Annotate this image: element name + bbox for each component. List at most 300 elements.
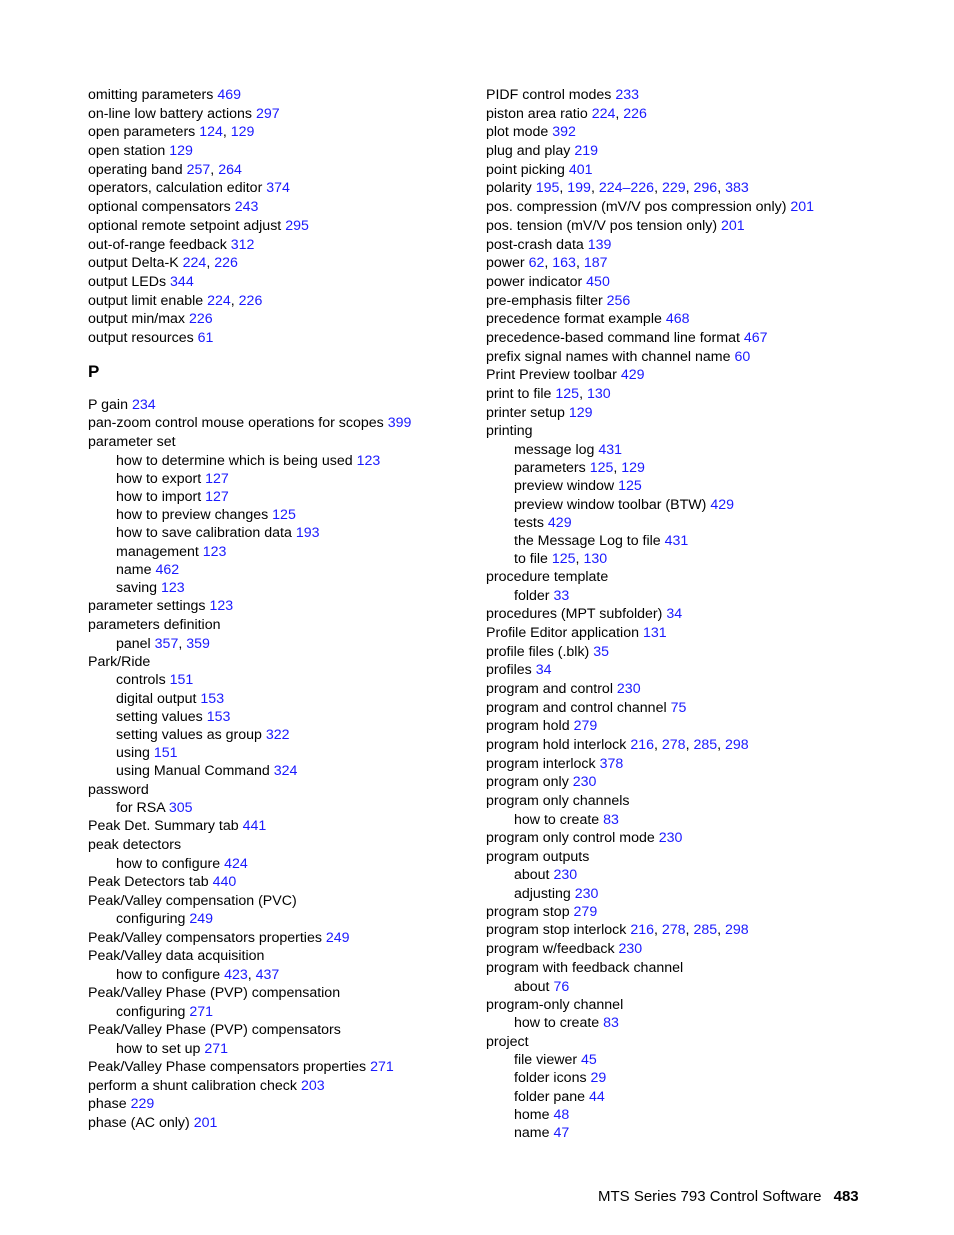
page-link[interactable]: 129 bbox=[169, 143, 193, 160]
index-term: to file bbox=[514, 551, 548, 568]
index-subentry bbox=[88, 1003, 508, 1021]
index-entry: print to file 125, 130 bbox=[486, 386, 611, 402]
index-term: program interlock bbox=[486, 755, 596, 772]
page-link[interactable]: 83 bbox=[603, 1015, 619, 1032]
page-link[interactable]: 401 bbox=[568, 161, 593, 178]
index-entry bbox=[486, 86, 926, 105]
index-subentry bbox=[88, 1040, 508, 1058]
page-link[interactable]: 431 bbox=[664, 533, 689, 549]
page-link[interactable]: 201 bbox=[790, 199, 815, 216]
page-link[interactable]: 123 bbox=[209, 598, 234, 615]
index-entry bbox=[88, 105, 508, 124]
index-entry bbox=[88, 396, 508, 415]
index-entry: power 62, 163, 187 bbox=[486, 255, 608, 272]
index-entry bbox=[486, 273, 926, 292]
page-link[interactable]: 127 bbox=[205, 470, 229, 487]
index-term: pre-emphasis filter bbox=[486, 292, 603, 309]
page-link[interactable]: 48 bbox=[553, 1106, 570, 1123]
index-term: prefix signal names with channel name bbox=[486, 348, 731, 365]
index-term: power bbox=[486, 255, 525, 272]
page-link[interactable]: 469 bbox=[217, 87, 241, 103]
index-term: program-only channel bbox=[486, 996, 624, 1013]
index-term: how to import bbox=[116, 489, 202, 506]
index-entry bbox=[486, 792, 926, 811]
index-term: procedure template bbox=[486, 569, 609, 586]
index-term: output min/max bbox=[88, 311, 185, 328]
index-term: printer setup bbox=[486, 404, 565, 421]
index-entry bbox=[486, 643, 926, 662]
index-term: precedence format example bbox=[486, 311, 662, 328]
page-link[interactable]: 429 bbox=[620, 367, 645, 384]
page-link[interactable]: 129 bbox=[568, 404, 593, 421]
index-entry bbox=[486, 996, 926, 1015]
page-link[interactable]: 226 bbox=[238, 292, 263, 309]
page-link[interactable]: 424 bbox=[224, 855, 248, 872]
page-link[interactable]: 127 bbox=[205, 489, 229, 506]
index-subentry bbox=[486, 1106, 926, 1124]
page-link[interactable]: 230 bbox=[574, 885, 599, 902]
index-term: Peak/Valley Phase (PVP) compensators bbox=[88, 1022, 341, 1038]
page-link[interactable]: 440 bbox=[212, 874, 237, 890]
index-entry bbox=[486, 699, 926, 718]
index-term: parameter set bbox=[88, 434, 176, 450]
page-link[interactable]: 163 bbox=[552, 255, 576, 272]
index-term: Peak/Valley compensation (PVC) bbox=[88, 892, 297, 909]
page-link[interactable]: 357 bbox=[154, 635, 179, 652]
page-link[interactable]: 35 bbox=[593, 643, 610, 660]
index-subentry bbox=[88, 708, 508, 726]
index-subentry bbox=[88, 799, 508, 817]
index-term: operators, calculation editor bbox=[88, 180, 263, 197]
index-entry bbox=[486, 161, 926, 180]
index-subentry bbox=[486, 1051, 926, 1069]
page-link[interactable]: 450 bbox=[586, 273, 610, 290]
index-term: printing bbox=[486, 423, 533, 440]
index-right-column bbox=[486, 86, 926, 1142]
page-link[interactable]: 224 bbox=[182, 255, 207, 272]
index-term: profile files (.blk) bbox=[486, 643, 590, 660]
page-link[interactable]: 123 bbox=[202, 543, 227, 560]
index-term: how to configure bbox=[116, 966, 221, 983]
index-entry bbox=[486, 217, 926, 236]
page-link[interactable]: 399 bbox=[387, 415, 412, 432]
index-term: output Delta-K bbox=[88, 255, 179, 272]
page-link[interactable]: 298 bbox=[725, 922, 749, 939]
page-link[interactable]: 423 bbox=[224, 966, 248, 983]
page-link[interactable]: 226 bbox=[623, 105, 647, 122]
page-link[interactable]: 230 bbox=[553, 867, 578, 884]
index-entry bbox=[88, 329, 508, 348]
index-term: P gain bbox=[88, 396, 128, 413]
index-entry bbox=[486, 848, 926, 867]
index-term: management bbox=[116, 543, 199, 560]
index-term: point picking bbox=[486, 161, 565, 178]
index-entry bbox=[88, 1114, 508, 1133]
index-entry: operating band 257, 264 bbox=[88, 161, 242, 178]
page-link[interactable]: 216 bbox=[630, 737, 654, 754]
index-left-column bbox=[88, 86, 508, 1133]
index-term: peak detectors bbox=[88, 837, 182, 854]
index-term: operating band bbox=[88, 161, 183, 178]
index-term: name bbox=[116, 561, 152, 578]
index-term: adjusting bbox=[514, 885, 571, 902]
index-term: optional remote setpoint adjust bbox=[88, 217, 282, 234]
index-entry bbox=[88, 873, 508, 892]
footer-title: MTS Series 793 Control Software bbox=[598, 1188, 822, 1205]
index-entry bbox=[88, 433, 508, 452]
index-term: home bbox=[514, 1106, 550, 1123]
index-entry bbox=[88, 414, 508, 433]
page-link[interactable]: 441 bbox=[242, 818, 267, 835]
page-link[interactable]: 437 bbox=[255, 966, 280, 983]
index-term: saving bbox=[116, 580, 158, 596]
index-entry bbox=[88, 947, 508, 966]
index-term: parameter settings bbox=[88, 598, 206, 615]
index-entry bbox=[88, 1077, 508, 1096]
page-link[interactable]: 359 bbox=[186, 635, 210, 652]
index-subentry bbox=[486, 978, 926, 996]
index-term: how to preview changes bbox=[116, 507, 269, 524]
index-subentry bbox=[486, 1069, 926, 1087]
page-link[interactable]: 324 bbox=[273, 763, 298, 780]
index-term: Peak/Valley Phase compensators properties bbox=[88, 1058, 367, 1075]
index-entry bbox=[88, 817, 508, 836]
page-link[interactable]: 298 bbox=[725, 737, 749, 754]
index-term: phase bbox=[88, 1096, 127, 1113]
page-link[interactable]: 224 bbox=[207, 292, 231, 309]
index-term: program hold interlock bbox=[486, 737, 627, 754]
page-link[interactable]: 83 bbox=[603, 811, 619, 828]
page-link[interactable]: 60 bbox=[734, 348, 751, 365]
page-link[interactable]: 125 bbox=[551, 551, 576, 568]
index-term: output limit enable bbox=[88, 292, 204, 309]
page-link[interactable]: 383 bbox=[725, 180, 749, 197]
index-term: Profile Editor application bbox=[486, 624, 639, 641]
page-link[interactable]: 224 bbox=[591, 105, 616, 122]
page-link[interactable]: 203 bbox=[300, 1077, 325, 1094]
page-link[interactable]: 249 bbox=[189, 911, 214, 928]
index-entry: open parameters 124, 129 bbox=[88, 124, 255, 141]
page-link[interactable]: 230 bbox=[616, 681, 641, 697]
page-link[interactable]: 271 bbox=[370, 1058, 394, 1075]
index-term: post-crash data bbox=[486, 236, 584, 253]
index-term: folder bbox=[514, 588, 550, 605]
index-term: about bbox=[514, 867, 550, 884]
index-term: controls bbox=[116, 672, 166, 689]
page-link[interactable]: 264 bbox=[218, 161, 242, 178]
index-entry: program stop interlock 216, 278, 285, 298 bbox=[486, 922, 749, 939]
index-term: Peak/Valley data acquisition bbox=[88, 948, 265, 965]
index-term: piston area ratio bbox=[486, 105, 588, 122]
index-term: preview window toolbar (BTW) bbox=[514, 496, 707, 513]
page-link[interactable]: 230 bbox=[658, 830, 683, 846]
index-term: program only control mode bbox=[486, 830, 655, 846]
index-term: program outputs bbox=[486, 848, 590, 865]
index-subentry bbox=[486, 532, 926, 550]
index-term: plug and play bbox=[486, 143, 571, 160]
index-term: how to set up bbox=[116, 1040, 201, 1057]
index-subentry bbox=[88, 543, 508, 561]
index-term: program and control channel bbox=[486, 699, 667, 716]
index-term: procedures (MPT subfolder) bbox=[486, 606, 663, 623]
page-link[interactable]: 233 bbox=[615, 87, 639, 103]
page-link[interactable]: 297 bbox=[255, 105, 280, 122]
index-term: the Message Log to file bbox=[514, 533, 661, 549]
index-term: open station bbox=[88, 143, 166, 160]
index-entry: output Delta-K 224, 226 bbox=[88, 255, 238, 272]
index-entry bbox=[88, 236, 508, 255]
index-term: configuring bbox=[116, 911, 186, 928]
index-entry bbox=[88, 597, 508, 616]
index-subentry bbox=[486, 514, 926, 532]
page-link[interactable]: 187 bbox=[583, 255, 608, 272]
page-link[interactable]: 257 bbox=[186, 161, 211, 178]
page-link[interactable]: 271 bbox=[189, 1003, 214, 1020]
page-link[interactable]: 229 bbox=[130, 1096, 155, 1113]
index-term: configuring bbox=[116, 1003, 186, 1020]
page-link[interactable]: 429 bbox=[710, 496, 735, 513]
page-link[interactable]: 33 bbox=[553, 588, 570, 605]
page-link[interactable]: 378 bbox=[599, 755, 624, 772]
page-link[interactable]: 45 bbox=[581, 1052, 597, 1069]
index-subentry bbox=[88, 855, 508, 873]
page-link[interactable]: 130 bbox=[583, 551, 608, 568]
index-entry bbox=[486, 605, 926, 624]
index-entry bbox=[486, 959, 926, 978]
index-entry bbox=[486, 123, 926, 142]
page-link[interactable]: 34 bbox=[666, 606, 683, 623]
index-subentry bbox=[88, 744, 508, 762]
page-link[interactable]: 76 bbox=[553, 978, 570, 995]
page-link[interactable]: 344 bbox=[170, 273, 194, 290]
index-term: using bbox=[116, 745, 150, 762]
index-term: about bbox=[514, 978, 550, 995]
page-link[interactable]: 75 bbox=[670, 699, 687, 716]
page-link[interactable]: 199 bbox=[567, 180, 591, 197]
index-entry bbox=[486, 236, 926, 255]
page-link[interactable]: 195 bbox=[535, 180, 560, 197]
page-footer bbox=[598, 1188, 859, 1205]
index-subentry bbox=[88, 690, 508, 708]
index-entry bbox=[88, 310, 508, 329]
index-entry bbox=[486, 348, 926, 367]
index-subentry bbox=[88, 910, 508, 928]
index-subentry bbox=[88, 452, 508, 470]
index-subentry bbox=[88, 762, 508, 780]
index-term: profiles bbox=[486, 662, 532, 679]
page-link[interactable]: 151 bbox=[169, 672, 194, 689]
index-term: perform a shunt calibration check bbox=[88, 1077, 297, 1094]
index-term: out-of-range feedback bbox=[88, 236, 227, 253]
page-link[interactable]: 216 bbox=[630, 922, 654, 939]
index-term: how to configure bbox=[116, 855, 221, 872]
index-subentry bbox=[486, 1014, 926, 1032]
index-term: Peak Detectors tab bbox=[88, 874, 209, 890]
index-subentry bbox=[88, 561, 508, 579]
index-term: Park/Ride bbox=[88, 653, 151, 670]
page-link[interactable]: 305 bbox=[168, 800, 193, 817]
index-term: on-line low battery actions bbox=[88, 105, 253, 122]
page-link[interactable]: 124 bbox=[199, 124, 223, 141]
index-term: program and control bbox=[486, 681, 613, 697]
index-entry: output limit enable 224, 226 bbox=[88, 292, 263, 309]
index-term: setting values as group bbox=[116, 727, 262, 743]
index-entry bbox=[486, 661, 926, 680]
page-link[interactable]: 129 bbox=[230, 124, 255, 141]
index-term: power indicator bbox=[486, 273, 583, 290]
index-entry bbox=[486, 680, 926, 699]
page-link[interactable]: 295 bbox=[285, 217, 309, 234]
index-entry bbox=[486, 717, 926, 736]
page-link[interactable]: 230 bbox=[618, 941, 643, 958]
page-link[interactable]: 279 bbox=[573, 718, 598, 735]
index-term: project bbox=[486, 1033, 529, 1050]
index-term: omitting parameters bbox=[88, 87, 214, 103]
page-link[interactable]: 153 bbox=[200, 690, 225, 707]
page-link[interactable]: 125 bbox=[589, 460, 614, 477]
index-entry bbox=[88, 86, 508, 105]
page-link[interactable]: 392 bbox=[552, 124, 576, 141]
index-term: how to determine which is being used bbox=[116, 452, 353, 469]
index-entry bbox=[486, 292, 926, 311]
page-link[interactable]: 243 bbox=[234, 199, 259, 216]
page-link[interactable]: 271 bbox=[204, 1040, 229, 1057]
page-link[interactable]: 467 bbox=[743, 329, 768, 346]
page-link[interactable]: 249 bbox=[325, 929, 350, 946]
index-term: folder pane bbox=[514, 1088, 585, 1105]
index-term: password bbox=[88, 781, 149, 798]
index-term: Peak/Valley compensators properties bbox=[88, 929, 322, 946]
page-link[interactable]: 230 bbox=[572, 774, 597, 791]
index-term: name bbox=[514, 1125, 550, 1141]
page-link[interactable]: 125 bbox=[272, 507, 296, 524]
index-entry bbox=[88, 198, 508, 217]
page-link[interactable]: 29 bbox=[590, 1070, 607, 1087]
index-subentry: panel 357, 359 bbox=[116, 635, 210, 652]
index-term: Peak/Valley Phase (PVP) compensation bbox=[88, 985, 341, 1002]
index-term: how to save calibration data bbox=[116, 525, 292, 542]
index-term: program only channels bbox=[486, 793, 630, 810]
page-link[interactable]: 125 bbox=[555, 386, 580, 402]
page-link[interactable]: 278 bbox=[661, 922, 686, 939]
page-link[interactable]: 123 bbox=[160, 580, 185, 596]
index-term: output resources bbox=[88, 329, 194, 346]
index-term: phase (AC only) bbox=[88, 1114, 190, 1131]
page-link[interactable]: 224–226 bbox=[598, 180, 655, 197]
page-link[interactable]: 226 bbox=[214, 255, 238, 272]
page-link[interactable]: 285 bbox=[693, 922, 718, 939]
page-link[interactable]: 61 bbox=[197, 329, 214, 346]
page-link[interactable]: 44 bbox=[588, 1088, 605, 1105]
index-entry bbox=[486, 755, 926, 774]
page-link[interactable]: 153 bbox=[206, 708, 231, 725]
index-subentry: how to configure 423, 437 bbox=[116, 966, 280, 983]
section-letter-heading: P bbox=[88, 361, 100, 381]
page-link[interactable]: 131 bbox=[642, 624, 667, 641]
page-link[interactable]: 431 bbox=[598, 442, 623, 459]
page-link[interactable]: 125 bbox=[618, 478, 642, 495]
page-link[interactable]: 322 bbox=[265, 727, 290, 743]
page-link[interactable]: 468 bbox=[665, 311, 690, 328]
page-link[interactable]: 139 bbox=[587, 236, 612, 253]
index-entry bbox=[88, 781, 508, 800]
index-entry bbox=[486, 624, 926, 643]
index-subentry bbox=[88, 726, 508, 744]
index-term: how to create bbox=[514, 1015, 600, 1032]
index-subentry: parameters 125, 129 bbox=[514, 460, 645, 477]
page-link[interactable]: 462 bbox=[155, 561, 180, 578]
index-entry bbox=[88, 217, 508, 236]
page-link[interactable]: 226 bbox=[188, 311, 213, 328]
index-entry bbox=[88, 892, 508, 911]
index-term: for RSA bbox=[116, 800, 165, 817]
page-link[interactable]: 296 bbox=[693, 180, 718, 197]
index-subentry bbox=[88, 506, 508, 524]
index-term: Print Preview toolbar bbox=[486, 367, 617, 384]
page-link[interactable]: 374 bbox=[266, 180, 290, 197]
index-subentry bbox=[486, 866, 926, 884]
index-entry bbox=[486, 366, 926, 385]
index-entry: program hold interlock 216, 278, 285, 298 bbox=[486, 737, 749, 754]
index-subentry bbox=[88, 470, 508, 488]
index-term: tests bbox=[514, 514, 544, 531]
index-entry bbox=[88, 836, 508, 855]
index-subentry bbox=[486, 885, 926, 903]
index-entry bbox=[486, 940, 926, 959]
page-link[interactable]: 123 bbox=[356, 452, 381, 469]
index-entry bbox=[88, 1021, 508, 1040]
page-link[interactable]: 34 bbox=[535, 662, 552, 679]
page-link[interactable]: 130 bbox=[586, 386, 611, 402]
page-link[interactable]: 229 bbox=[661, 180, 686, 197]
page-link[interactable]: 47 bbox=[553, 1125, 570, 1141]
index-subentry bbox=[486, 496, 926, 514]
index-entry: piston area ratio 224, 226 bbox=[486, 105, 647, 122]
index-entry: polarity 195, 199, 224–226, 229, 296, 383 bbox=[486, 180, 749, 197]
index-entry bbox=[486, 1033, 926, 1052]
page-link[interactable]: 129 bbox=[621, 460, 645, 477]
page-link[interactable]: 201 bbox=[721, 217, 745, 234]
page-link[interactable]: 62 bbox=[528, 255, 545, 272]
index-subentry bbox=[486, 1088, 926, 1106]
page-link[interactable]: 279 bbox=[573, 903, 598, 920]
page-link[interactable]: 151 bbox=[153, 745, 178, 762]
index-entry bbox=[88, 1058, 508, 1077]
page-link[interactable]: 193 bbox=[295, 525, 320, 542]
index-term: pos. compression (mV/V pos compression only) bbox=[486, 199, 787, 216]
page-link[interactable]: 278 bbox=[661, 737, 686, 754]
page-link[interactable]: 429 bbox=[547, 514, 572, 531]
page-link[interactable]: 285 bbox=[693, 737, 718, 754]
page-link[interactable]: 256 bbox=[606, 292, 631, 309]
index-term: file viewer bbox=[514, 1052, 578, 1069]
index-term: pos. tension (mV/V pos tension only) bbox=[486, 217, 718, 234]
index-entry bbox=[88, 179, 508, 198]
page-link[interactable]: 234 bbox=[131, 396, 156, 413]
index-term: program only bbox=[486, 774, 569, 791]
page-link[interactable]: 312 bbox=[230, 236, 255, 253]
index-subentry bbox=[486, 477, 926, 495]
index-subentry bbox=[486, 441, 926, 459]
page-link[interactable]: 219 bbox=[574, 143, 599, 160]
index-entry bbox=[486, 142, 926, 161]
page-link[interactable]: 201 bbox=[193, 1114, 218, 1131]
index-term: plot mode bbox=[486, 124, 549, 141]
index-term: program with feedback channel bbox=[486, 959, 684, 976]
footer-page-number: 483 bbox=[833, 1188, 859, 1205]
index-entry bbox=[486, 310, 926, 329]
index-subentry: to file 125, 130 bbox=[514, 551, 608, 568]
